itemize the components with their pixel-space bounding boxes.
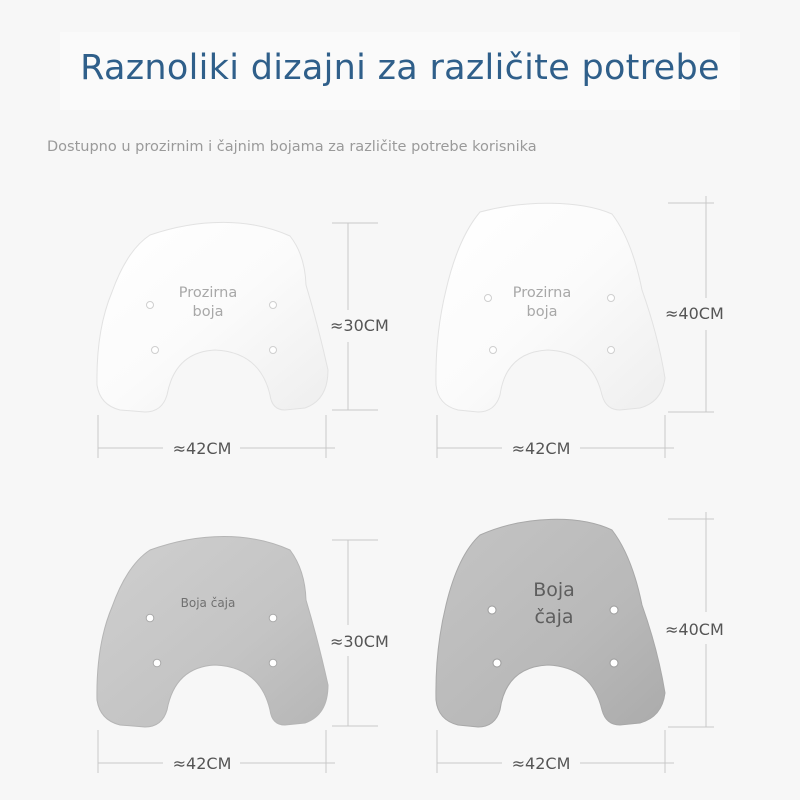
windshield-clear-short xyxy=(97,222,389,458)
width-label: ≈42CM xyxy=(511,754,571,773)
windshield-clear-tall xyxy=(436,196,724,458)
mount-hole xyxy=(146,614,154,622)
mount-hole xyxy=(270,302,277,309)
mount-hole xyxy=(153,659,161,667)
page-title: Raznoliki dizajni za različite potrebe xyxy=(80,48,720,88)
mount-hole xyxy=(608,347,615,354)
height-label: ≈40CM xyxy=(665,304,724,323)
color-label: Prozirna xyxy=(178,285,238,301)
mount-hole xyxy=(493,659,501,667)
height-label: ≈40CM xyxy=(665,620,724,639)
mount-hole xyxy=(152,347,159,354)
mount-hole xyxy=(610,606,618,614)
mount-hole xyxy=(269,659,277,667)
page-subtitle: Dostupno u prozirnim i čajnim bojama za različite potrebe korisnika xyxy=(47,139,537,155)
color-label: Boja xyxy=(533,579,575,601)
color-label: čaja xyxy=(534,606,574,628)
mount-hole xyxy=(147,302,154,309)
mount-hole xyxy=(270,347,277,354)
width-label: ≈42CM xyxy=(511,439,571,458)
height-label: ≈30CM xyxy=(330,632,389,651)
color-label: boja xyxy=(526,304,558,320)
mount-hole xyxy=(490,347,497,354)
windshield-tea-tall xyxy=(436,512,724,773)
color-label: boja xyxy=(192,304,224,320)
width-label: ≈42CM xyxy=(172,754,232,773)
width-label: ≈42CM xyxy=(172,439,232,458)
mount-hole xyxy=(485,295,492,302)
mount-hole xyxy=(608,295,615,302)
windshield-shape xyxy=(97,537,328,728)
mount-hole xyxy=(488,606,496,614)
color-label: Boja čaja xyxy=(180,596,236,610)
windshield-tea-short xyxy=(97,537,389,774)
mount-hole xyxy=(610,659,618,667)
color-label: Prozirna xyxy=(512,285,572,301)
height-label: ≈30CM xyxy=(330,316,389,335)
mount-hole xyxy=(269,614,277,622)
